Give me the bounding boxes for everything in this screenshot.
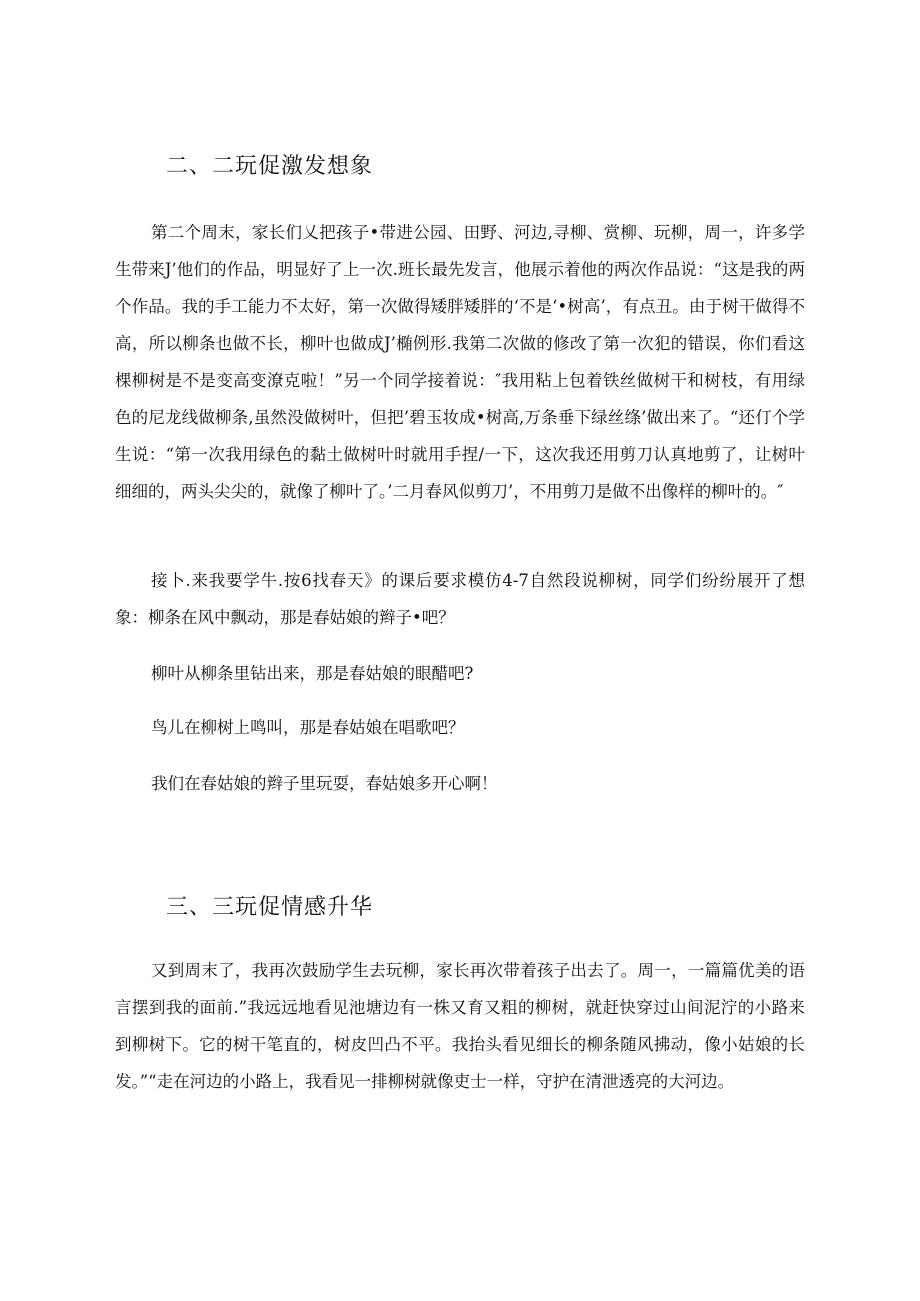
imagination-line-3: 我们在春姑娘的辫子里玩耍，春姑娘多开心啊！ [151, 774, 498, 793]
section-heading-2: 二、二玩促激发想象 [166, 154, 374, 179]
section-heading-3: 三、三玩促情感升华 [166, 895, 374, 920]
imagination-line-2: 鸟儿在柳树上鸣叫，那是春姑娘在唱歌吧？ [151, 718, 465, 737]
paragraph-third-weekend: 又到周末了，我再次鼓励学生去玩柳，家长再次带着孩子出去了。周一，一篇篇优美的语言摆到我的面前.”我远远地看见池塘边有一株又育又粗的柳树，就赶快穿过山间泥泞的小路来到柳树下。它的树干笔直的，树皮凹凸不平。我抬头看见细长的柳条随风拂动，像小姑娘的长发。”“走在河边的小路上，我看见一排柳树就像吏士一样，守护在清泄透亮的大河边。 [115, 961, 805, 1091]
paragraph-second-weekend: 第二个周末，家长们乂把孩子•带进公园、田野、河边,寻柳、赏柳、玩柳，周一，许多学生带来J’他们的作品，明显好了上一次.班长最先发言，他展示着他的两次作品说：“这是我的两个作品。我的手工能力不太好，第一次做得矮胖矮胖的‘不是‘•树高’，有点丑。由于树干做得不高，所以柳条也做不长，柳叶也做成J’椭例形.我第二次做的修改了第一次犯的错误，你们看这棵柳树是不是变高变潦克啦！”另一个同学接着说：″我用粘上包着铁丝做树干和树枝，有用绿色的尼龙线做柳条,虽然没做树叶，但把’碧玉妆成•树高,万条垂下绿丝绦’做出来了。“还仃个学生说：“第一次我用绿色的黏土做树叶时就用手捏/一下，这次我还用剪刀认真地剪了，让树叶细细的，两头尖尖的，就像了柳叶了。’二月春风似剪刀’，不用剪刀是做不出像样的柳叶的。″ [115, 223, 805, 501]
imagination-line-1: 柳叶从柳条里钻出来，那是春姑娘的眼醋吧? [151, 664, 474, 683]
paragraph-imagination-intro: 接卜.来我要学牛.按6找春天》的课后要求模仿4-7自然段说柳树，同学们纷纷展开了想象：柳条在风中飘动，那是春姑娘的辫子•吧？ [115, 571, 805, 627]
